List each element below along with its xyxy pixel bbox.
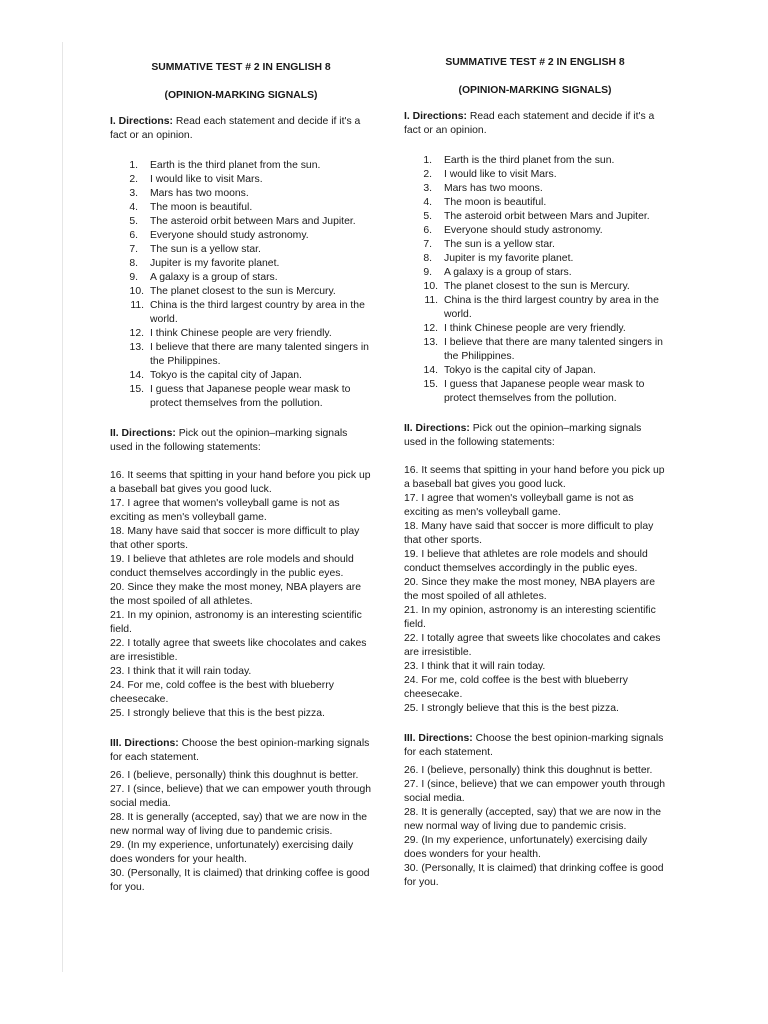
- item-text: The moon is beautiful.: [150, 202, 253, 213]
- item-number: 8.: [423, 253, 432, 264]
- section2-directions: [110, 427, 372, 455]
- item-number: 6.: [129, 230, 138, 241]
- list-item: 30. (Personally, It is claimed) that drinking coffee is good for you.: [404, 863, 664, 888]
- list-item: 21. In my opinion, astronomy is an interesting scientific field.: [110, 610, 362, 635]
- list-item: [110, 369, 372, 383]
- section3-text: Choose the best opinion-marking signals for each statement.: [404, 733, 664, 758]
- list-item: [110, 243, 372, 257]
- item-number: 3.: [423, 183, 432, 194]
- list-item: 20. Since they make the most money, NBA players are the most spoiled of all athletes.: [404, 577, 656, 602]
- section3-list: [404, 764, 666, 890]
- page-edge-shadow: [62, 42, 63, 972]
- test-column-right: [404, 56, 666, 890]
- list-item: 24. For me, cold coffee is the best with blueberry cheesecake.: [404, 675, 628, 700]
- list-item: [110, 257, 372, 271]
- test-title: SUMMATIVE TEST # 2 IN ENGLISH 8: [445, 57, 625, 68]
- item-number: 7.: [129, 244, 138, 255]
- list-item: [404, 168, 666, 182]
- item-number: 9.: [423, 267, 432, 278]
- item-text: Mars has two moons.: [150, 188, 249, 199]
- list-item: [110, 201, 372, 215]
- list-item: [110, 285, 372, 299]
- list-item: 21. In my opinion, astronomy is an interesting scientific field.: [404, 605, 656, 630]
- item-number: 13.: [423, 337, 438, 348]
- section2-text: Pick out the opinion–marking signals used in the following statements:: [110, 428, 348, 453]
- item-text: I would like to visit Mars.: [444, 169, 557, 180]
- list-item: [110, 173, 372, 187]
- item-text: The asteroid orbit between Mars and Jupiter.: [444, 211, 650, 222]
- list-item: [110, 299, 372, 327]
- list-item: [404, 364, 666, 378]
- list-item: 29. (In my experience, unfortunately) exercising daily does wonders for your health.: [404, 835, 648, 860]
- list-item: [404, 224, 666, 238]
- item-text: The moon is beautiful.: [444, 197, 547, 208]
- item-number: 9.: [129, 272, 138, 283]
- item-text: Earth is the third planet from the sun.: [444, 155, 615, 166]
- list-item: 26. I (believe, personally) think this doughnut is better.: [110, 770, 359, 781]
- item-number: 11.: [130, 300, 144, 311]
- item-text: The planet closest to the sun is Mercury.: [150, 286, 336, 297]
- item-number: 6.: [423, 225, 432, 236]
- item-text: I think Chinese people are very friendly.: [150, 328, 332, 339]
- list-item: 22. I totally agree that sweets like chocolates and cakes are irresistible.: [404, 633, 661, 658]
- section2-text: Pick out the opinion–marking signals used in the following statements:: [404, 423, 642, 448]
- list-item: 25. I strongly believe that this is the best pizza.: [110, 708, 325, 719]
- section2-label: II. Directions:: [404, 423, 470, 434]
- item-number: 12.: [129, 328, 144, 339]
- list-item: 30. (Personally, It is claimed) that drinking coffee is good for you.: [110, 868, 370, 893]
- item-number: 2.: [423, 169, 432, 180]
- test-column-left: [110, 61, 372, 895]
- section3-label: III. Directions:: [404, 733, 473, 744]
- item-text: China is the third largest country by area in the world.: [444, 295, 659, 320]
- section3-list: [110, 769, 372, 895]
- test-subtitle: (OPINION-MARKING SIGNALS): [458, 85, 612, 96]
- list-item: [110, 215, 372, 229]
- item-text: Everyone should study astronomy.: [444, 225, 603, 236]
- section1-label: I. Directions:: [110, 116, 173, 127]
- list-item: 17. I agree that women's volleyball game is not as exciting as men's volleyball game.: [110, 498, 340, 523]
- item-text: Jupiter is my favorite planet.: [444, 253, 574, 264]
- item-number: 4.: [423, 197, 432, 208]
- item-number: 1.: [129, 160, 138, 171]
- list-item: [110, 327, 372, 341]
- list-item: [404, 182, 666, 196]
- item-number: 10.: [129, 286, 144, 297]
- list-item: 29. (In my experience, unfortunately) exercising daily does wonders for your health.: [110, 840, 354, 865]
- section2-list: [110, 469, 372, 721]
- list-item: 22. I totally agree that sweets like chocolates and cakes are irresistible.: [110, 638, 367, 663]
- list-item: 16. It seems that spitting in your hand before you pick up a baseball bat gives you good luck.: [110, 470, 371, 495]
- item-text: Jupiter is my favorite planet.: [150, 258, 280, 269]
- list-item: 18. Many have said that soccer is more difficult to play that other sports.: [404, 521, 654, 546]
- item-number: 7.: [423, 239, 432, 250]
- list-item: 20. Since they make the most money, NBA players are the most spoiled of all athletes.: [110, 582, 362, 607]
- item-text: The sun is a yellow star.: [150, 244, 261, 255]
- test-title: SUMMATIVE TEST # 2 IN ENGLISH 8: [151, 62, 331, 73]
- list-item: 27. I (since, believe) that we can empower youth through social media.: [110, 784, 372, 809]
- section1-text: Read each statement and decide if it's a fact or an opinion.: [404, 111, 655, 136]
- section3-directions: [404, 732, 666, 760]
- item-number: 3.: [129, 188, 138, 199]
- item-number: 15.: [423, 379, 438, 390]
- item-text: I believe that there are many talented singers in the Philippines.: [150, 342, 369, 367]
- section2-directions: [404, 422, 666, 450]
- list-item: [404, 266, 666, 280]
- list-item: [110, 229, 372, 243]
- list-item: 18. Many have said that soccer is more difficult to play that other sports.: [110, 526, 360, 551]
- list-item: [110, 187, 372, 201]
- item-number: 10.: [423, 281, 438, 292]
- item-text: The asteroid orbit between Mars and Jupiter.: [150, 216, 356, 227]
- list-item: [404, 210, 666, 224]
- item-number: 14.: [129, 370, 144, 381]
- list-item: 19. I believe that athletes are role models and should conduct themselves accordingly in the public eyes.: [404, 549, 648, 574]
- list-item: 26. I (believe, personally) think this doughnut is better.: [404, 765, 653, 776]
- item-number: 2.: [129, 174, 138, 185]
- list-item: [404, 322, 666, 336]
- list-item: [110, 383, 372, 411]
- list-item: 23. I think that it will rain today.: [110, 666, 252, 677]
- item-text: I guess that Japanese people wear mask to protect themselves from the pollution.: [150, 384, 351, 409]
- list-item: [404, 154, 666, 168]
- list-item: [404, 238, 666, 252]
- item-number: 5.: [423, 211, 432, 222]
- item-number: 11.: [424, 295, 438, 306]
- list-item: 25. I strongly believe that this is the best pizza.: [404, 703, 619, 714]
- item-text: I believe that there are many talented singers in the Philippines.: [444, 337, 663, 362]
- list-item: [404, 196, 666, 210]
- list-item: [404, 336, 666, 364]
- section3-label: III. Directions:: [110, 738, 179, 749]
- item-text: Earth is the third planet from the sun.: [150, 160, 321, 171]
- section3-text: Choose the best opinion-marking signals for each statement.: [110, 738, 370, 763]
- item-text: China is the third largest country by area in the world.: [150, 300, 365, 325]
- item-text: A galaxy is a group of stars.: [444, 267, 572, 278]
- item-number: 14.: [423, 365, 438, 376]
- item-text: The planet closest to the sun is Mercury.: [444, 281, 630, 292]
- item-number: 15.: [129, 384, 144, 395]
- list-item: [110, 341, 372, 369]
- list-item: 28. It is generally (accepted, say) that we are now in the new normal way of living due to pandemic crisis.: [404, 807, 662, 832]
- section1-list: [110, 159, 372, 411]
- item-text: I would like to visit Mars.: [150, 174, 263, 185]
- item-number: 12.: [423, 323, 438, 334]
- list-item: 17. I agree that women's volleyball game is not as exciting as men's volleyball game.: [404, 493, 634, 518]
- item-text: Tokyo is the capital city of Japan.: [444, 365, 596, 376]
- item-number: 1.: [423, 155, 432, 166]
- item-text: Tokyo is the capital city of Japan.: [150, 370, 302, 381]
- item-number: 4.: [129, 202, 138, 213]
- item-text: I guess that Japanese people wear mask to protect themselves from the pollution.: [444, 379, 645, 404]
- list-item: 16. It seems that spitting in your hand before you pick up a baseball bat gives you good luck.: [404, 465, 665, 490]
- list-item: [404, 294, 666, 322]
- list-item: 19. I believe that athletes are role models and should conduct themselves accordingly in the public eyes.: [110, 554, 354, 579]
- item-text: A galaxy is a group of stars.: [150, 272, 278, 283]
- list-item: [404, 252, 666, 266]
- section1-list: [404, 154, 666, 406]
- list-item: 24. For me, cold coffee is the best with blueberry cheesecake.: [110, 680, 334, 705]
- list-item: [110, 271, 372, 285]
- section2-list: [404, 464, 666, 716]
- item-text: Everyone should study astronomy.: [150, 230, 309, 241]
- list-item: 27. I (since, believe) that we can empower youth through social media.: [404, 779, 666, 804]
- item-number: 13.: [129, 342, 144, 353]
- section2-label: II. Directions:: [110, 428, 176, 439]
- section3-directions: [110, 737, 372, 765]
- item-number: 5.: [129, 216, 138, 227]
- list-item: 28. It is generally (accepted, say) that we are now in the new normal way of living due to pandemic crisis.: [110, 812, 368, 837]
- item-text: I think Chinese people are very friendly.: [444, 323, 626, 334]
- section1-text: Read each statement and decide if it's a fact or an opinion.: [110, 116, 361, 141]
- section1-directions: [404, 110, 666, 138]
- item-number: 8.: [129, 258, 138, 269]
- section1-label: I. Directions:: [404, 111, 467, 122]
- section1-directions: [110, 115, 372, 143]
- list-item: 23. I think that it will rain today.: [404, 661, 546, 672]
- list-item: [110, 159, 372, 173]
- list-item: [404, 378, 666, 406]
- item-text: The sun is a yellow star.: [444, 239, 555, 250]
- test-subtitle: (OPINION-MARKING SIGNALS): [164, 90, 318, 101]
- list-item: [404, 280, 666, 294]
- item-text: Mars has two moons.: [444, 183, 543, 194]
